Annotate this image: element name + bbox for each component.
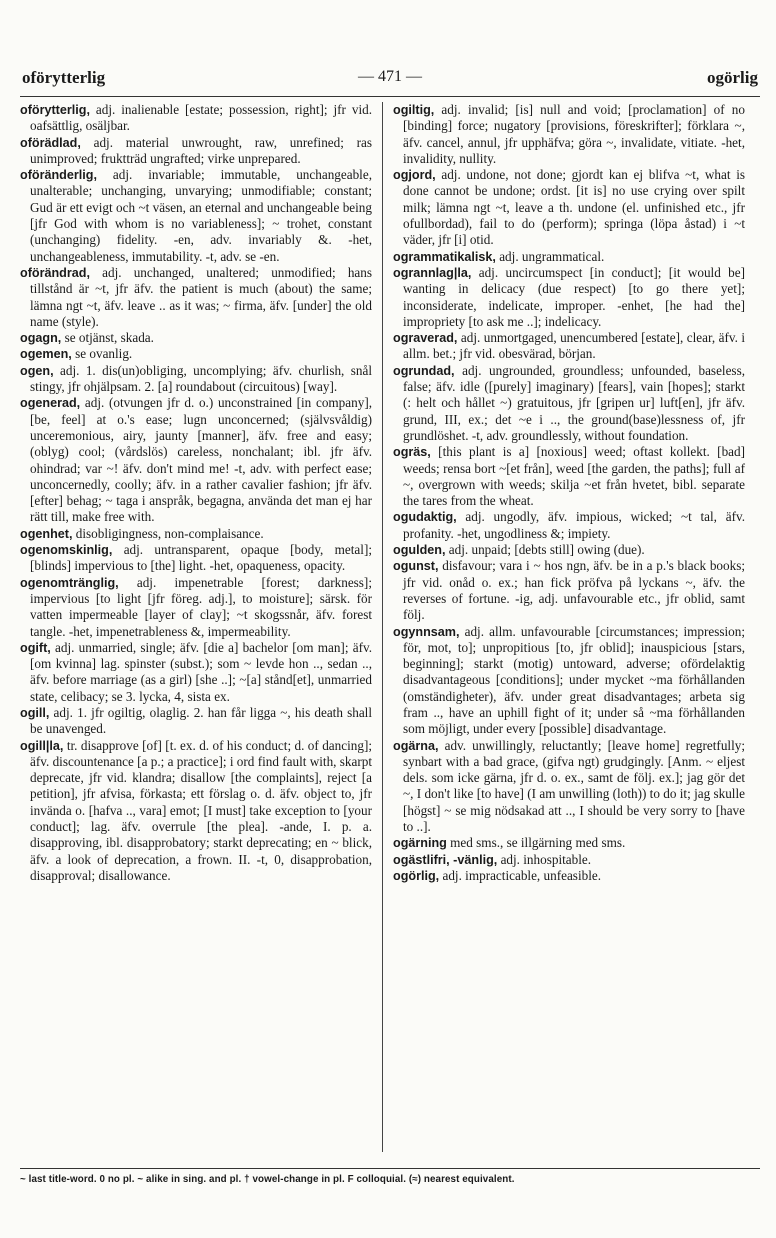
entry-definition: adj. unpaid; [debts still] owing (due). (448, 542, 645, 558)
entry-headword: oförytterlig, (20, 103, 90, 117)
entry-definition: se otjänst, skada. (64, 330, 154, 346)
running-head (20, 68, 760, 94)
dictionary-entry (20, 738, 372, 885)
columns (20, 102, 760, 1154)
dictionary-entry (393, 542, 745, 558)
dictionary-entry (20, 346, 372, 362)
entry-definition: adj. inhospitable. (500, 851, 592, 867)
entry-definition: se ovanlig. (75, 346, 133, 362)
entry-definition: adj. impracticable, unfeasible. (442, 867, 602, 883)
entry-headword: ogen, (20, 363, 54, 378)
entry-headword: ogästlifri, -vänlig, (393, 852, 498, 867)
dictionary-entry (393, 167, 745, 248)
entry-headword: oföränderlig, (20, 168, 97, 183)
entry-headword: ogenerad, (20, 396, 81, 411)
dictionary-entry (20, 167, 372, 265)
dictionary-entry (393, 363, 745, 444)
dictionary-entry (393, 835, 745, 851)
entry-headword: ogräs, (393, 445, 431, 460)
entry-headword: ogagn, (20, 331, 62, 346)
dictionary-entry (393, 868, 745, 884)
dictionary-entry (20, 102, 372, 135)
entry-definition: adj. ungrounded, groundless; unfounded, baseless, false; äfv. idle ([purely] imaginary) [fears], vain [hopes]; starkt (: helt och hållet ~) gratuitous, jfr [gripen ur] luft[en], jfr äfv. grund, III, ex.; det ~e i .., the ground(base)lessness of, jfr grundlöshet. -t, adv. groundlessly, without foundation. (403, 362, 745, 443)
dictionary-entry (20, 395, 372, 525)
entry-definition: adv. unwillingly, reluctantly; [leave home] regretfully; synbart with a bad grace, (gifva ngt) grudgingly. [Anm. ~ eljest dels. som icke gärna, jfr d. o. ex., samt de följ. ex.]; jag gör det ~, I don't like [to have] (I am unwilling (loth)) to do it; jag skulle [högst] ~ se mig nödsakad att .., I should be very sorry to [have to ..]. (403, 737, 745, 835)
dictionary-entry (20, 526, 372, 542)
entry-headword: ogift, (20, 640, 51, 655)
dictionary-entry (20, 330, 372, 346)
entry-definition: adj. untransparent, opaque [body, metal]; [blinds] impervious to [the] light. -het, opaqueness, opacity. (30, 542, 372, 574)
entry-headword: oförädlad, (20, 135, 81, 150)
entry-headword: ogrundad, (393, 363, 455, 378)
dictionary-entry (20, 265, 372, 330)
entry-headword: ogärning (393, 836, 447, 851)
right-column (393, 102, 745, 884)
dictionary-entry (393, 852, 745, 868)
entry-definition: adj. unmarried, single; äfv. [die a] bachelor [om man]; äfv. [om kvinna] lag. spinster (subst.); som ~ levde hon .., sedan .., äfv. before marriage (as a girl) [she ..]; ~[a] stånd[et], unmarried state, celibacy; se 3. lycka, 4, sista ex. (30, 639, 373, 704)
dictionary-entry (393, 509, 745, 542)
entry-headword: ograverad, (393, 331, 458, 346)
header-rule (20, 96, 760, 97)
entry-definition: adj. 1. jfr ogiltig, olaglig. 2. han får ligga ~, his death shall be unavenged. (30, 704, 373, 737)
dictionary-entry (393, 624, 745, 738)
running-head-first-word: oförytterlig (22, 68, 106, 87)
dictionary-entry (393, 444, 745, 509)
dictionary-entry (393, 558, 745, 623)
entry-definition: disfavour; vara i ~ hos ngn, äfv. be in a p.'s black books; jfr vid. onåd o. ex.; han fick pröfva på lyckans ~, äfv. the reverses of fortune. -ig, adj. unfavourable etc., jfr oblid, samt följ. (403, 558, 746, 623)
entry-headword: ogill|la, (20, 738, 64, 753)
entry-headword: ogenhet, (20, 526, 73, 541)
entry-definition: tr. disapprove [of] [t. ex. d. of his conduct; d. of dancing]; äfv. discountenance [a p.; a practice]; i ord find fault with, skarpt deprecate, jfr vid. klandra; disallow [the complaints], reject [a petition], jfr afvisa, förkasta; ett förslag o. d. äfv. object to, jfr invända o. [hafva .., vara] emot; [I must] take exception to [your conduct]; lag. äfv. overrule [the plea]. -ande, I. p. a. disapproving, ibl. disapprobatory; starkt deprecating; en ~ blick, äfv. a look of deprecation, a frown. II. -t, 0, disapprobation, disapproval; disallowance. (30, 737, 372, 883)
entry-definition: adj. impenetrable [forest; darkness]; impervious [to light [jfr föreg. adj.], to moisture]; särsk. för vatten impermeable [layer of clay]; ~t skogssnår, äfv. forest tangle. -het, impenetrableness &, impermeability. (30, 574, 372, 639)
entry-headword: oförändrad, (20, 265, 90, 280)
entry-headword: ogill, (20, 705, 50, 720)
running-head-last-word: ogörlig (707, 68, 758, 87)
entry-headword: ogulden, (393, 543, 446, 558)
entry-headword: ogenomskinlig, (20, 543, 113, 558)
entry-definition: disobligingness, non-complaisance. (75, 525, 264, 541)
dictionary-entry (393, 738, 745, 836)
entry-definition: adj. invariable; immutable, unchangeable, unalterable; unchanging, unvarying; unmodifiable; constant; Gud är ett evigt och ~t väsen, an eternal and unchangeable being [jfr God with whom is no variableness]; ~ trohet, constant (unchanging) fidelity. -en, adv. invariably &. -het, unchangeableness, immutability. -t, adv. se -en. (30, 167, 372, 264)
entry-definition: adj. (otvungen jfr d. o.) unconstrained [in company], [be, feel] at o.'s ease; lugn unconcerned; (självsvåldig) unceremonious, airy, jaunty [manner], äfv. free and easy; (oblyg) cool; (vårdslös) careless, nonchalant; ibl. jfr äfv. ohindrad; var ~! äfv. don't mind me! -t, adv. with perfect ease; unconcernedly, coolly; äfv. in a rather cavalier fashion; jfr äfv. [efter] behag; ~ taga i anspråk, begagna, använda det man ej har rätt till, make free with. (30, 395, 373, 525)
dictionary-entry (393, 330, 745, 363)
dictionary-entry (20, 363, 372, 396)
entry-headword: ogemen, (20, 347, 72, 362)
entry-definition: adj. ungrammatical. (499, 248, 605, 264)
entry-definition: adj. inalienable [estate; possession, right]; jfr vid. oafsättlig, osäljbar. (30, 102, 373, 134)
dictionary-entry (393, 102, 745, 167)
dictionary-entry (20, 135, 372, 168)
dictionary-entry (393, 265, 745, 330)
entry-definition: adj. invalid; [is] null and void; [proclamation] of no [binding] force; nugatory [provisions, föreskrifter]; förklara ~, äfv. cancel, annul, jfr upphäfva; göra ~, invalidate, vitiate. -het, invalidity, nullity. (403, 102, 745, 166)
dictionary-entry (393, 249, 745, 265)
entry-headword: ogudaktig, (393, 510, 457, 525)
entry-definition: [this plant is a] [noxious] weed; oftast kollekt. [bad] weeds; rensa bort ~[et från], weed [the garden, the paths]; full af ~, overgrown with weeds; skilja ~et från hvetet, bibl. separate the tares from the wheat. (403, 444, 746, 509)
entry-definition: adj. 1. dis(un)obliging, uncomplying; äfv. churlish, snål stingy, jfr ohjälpsam. 2. [a] roundabout (circuitous) [way]. (30, 362, 372, 395)
abbreviation-key: ~ last title-word. 0 no pl. ~ alike in sing. and pl. † vowel-change in pl. F colloquial. (≈) nearest equivalent. (20, 1174, 515, 1185)
entry-headword: ogenomtränglig, (20, 575, 119, 590)
entry-headword: ogunst, (393, 559, 439, 574)
entry-definition: adj. allm. unfavourable [circumstances; impression; för, mot, to]; unpropitious [to, jfr oblid]; inauspicious [stars, beginning]; starkt (motig) untoward, adverse; ofördelaktig disadvantageous [conditions]; under mycket ~ma förhållanden (omständigheter), äfv. under great disadvantages; arbeta sig fram .., have an uphill fight of it; under så ~ma förhållanden som möjligt, under every [possible] disadvantage. (403, 623, 745, 737)
entry-headword: ogiltig, (393, 103, 435, 117)
entry-headword: ogjord, (393, 168, 436, 183)
entry-headword: ogärna, (393, 738, 439, 753)
entry-definition: med sms., se illgärning med sms. (450, 835, 626, 851)
dictionary-entry (20, 575, 372, 640)
entry-headword: ogynnsam, (393, 624, 460, 639)
entry-definition: adj. ungodly, äfv. impious, wicked; ~t tal, äfv. profanity. -het, ungodliness &; impiety. (403, 509, 745, 541)
dictionary-entry (20, 705, 372, 738)
entry-headword: ogörlig, (393, 868, 440, 883)
dictionary-entry (20, 640, 372, 705)
entry-headword: ogrammatikalisk, (393, 249, 496, 264)
entry-definition: adj. uncircumspect [in conduct]; [it would be] wanting in delicacy (due respect) [to go there yet]; inconsiderate, indelicate, improper. -enhet, [he had the] impropriety [to ask me ..]; indelicacy. (403, 264, 745, 329)
entry-definition: adj. unmortgaged, unencumbered [estate], clear, äfv. i allm. bet.; jfr vid. obesvärad, början. (403, 330, 745, 362)
left-column (20, 102, 372, 884)
entry-headword: ogrannlag|la, (393, 265, 472, 280)
entry-definition: adj. material unwrought, raw, unrefined; ras unimproved; fruktträd ungrafted; virke unprepared. (30, 134, 372, 166)
column-divider (382, 102, 383, 1152)
dictionary-entry (20, 542, 372, 575)
entry-definition: adj. unchanged, unaltered; unmodified; hans tillstånd är ~t, jfr äfv. the patient is much (about) the same; lämna ngt ~t, äfv. leave .. as it was; ~ firma, äfv. [under] the old name (style). (30, 264, 373, 329)
footer-rule (20, 1168, 760, 1169)
page-number: — 471 — (358, 68, 422, 85)
entry-definition: adj. undone, not done; gjordt kan ej blifva ~t, what is done cannot be undone; ordst. [it is] no use crying over spilt milk; lämna ngt ~t, leave a th. undone (el. unfinished etc., jfr ofullbordad), fail to do (perform); springa (löpa åstad) i ~t väder, jfr [i] otid. (403, 167, 745, 248)
